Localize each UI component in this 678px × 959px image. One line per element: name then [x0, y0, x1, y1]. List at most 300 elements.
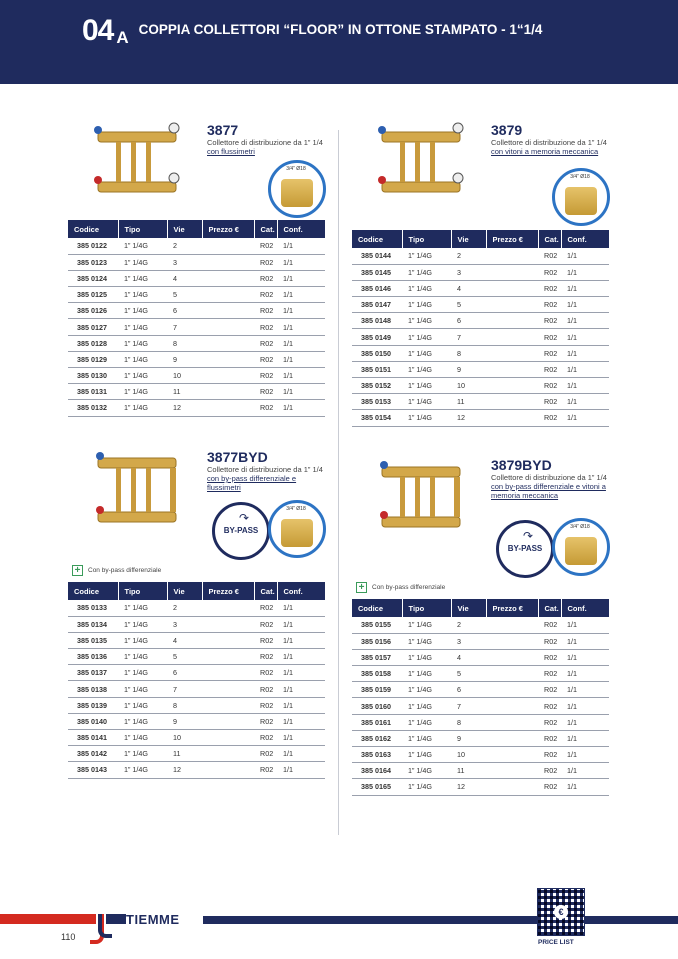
table-cell — [486, 617, 538, 633]
table-cell: 6 — [167, 665, 202, 681]
table-cell: R02 — [538, 313, 561, 329]
table-cell: R02 — [254, 649, 277, 665]
page-title: COPPIA COLLETTORI “FLOOR” IN OTTONE STAMPATO - 1“1/4 — [138, 22, 543, 37]
table-cell: 1” 1/4G — [118, 762, 167, 778]
table-cell: 385 0126 — [68, 303, 118, 319]
table-cell: 1” 1/4G — [402, 763, 451, 779]
table-row — [352, 394, 609, 410]
table-cell — [202, 649, 254, 665]
table-cell: 385 0123 — [68, 254, 118, 270]
table-cell: 385 0158 — [352, 666, 402, 682]
table-cell: 1” 1/4G — [118, 746, 167, 762]
table-row — [352, 313, 609, 329]
table-cell — [202, 616, 254, 632]
product-desc-3877byd — [207, 465, 327, 492]
table-cell: 385 0143 — [68, 762, 118, 778]
table-row — [352, 280, 609, 296]
table-cell: 385 0124 — [68, 270, 118, 286]
desc-text: Collettore di distribuzione da 1” 1/4 — [491, 138, 607, 147]
col-header: Vie — [451, 599, 486, 617]
table-cell — [202, 287, 254, 303]
table-cell: 385 0144 — [352, 248, 402, 264]
brand-logo: TIEMME — [126, 912, 180, 927]
table-cell: 1/1 — [277, 400, 325, 416]
fitting-icon — [281, 519, 313, 547]
table-row — [352, 410, 609, 426]
table-cell: 385 0130 — [68, 368, 118, 384]
table-cell: 1/1 — [277, 270, 325, 286]
product-desc-3879byd — [491, 473, 611, 500]
table-cell: 1/1 — [561, 378, 609, 394]
table-row — [352, 361, 609, 377]
table-cell: R02 — [254, 238, 277, 254]
column-divider — [338, 130, 339, 835]
table-cell: 1/1 — [277, 600, 325, 616]
col-header: Codice — [352, 230, 402, 248]
bypass-badge-3877byd — [212, 502, 270, 560]
table-cell: R02 — [254, 384, 277, 400]
table-cell: 385 0145 — [352, 264, 402, 280]
table-cell: R02 — [538, 410, 561, 426]
note-3879byd — [356, 582, 445, 593]
table-cell: 1” 1/4G — [118, 697, 167, 713]
table-cell: R02 — [538, 297, 561, 313]
table-cell: 11 — [167, 384, 202, 400]
table-cell: 385 0155 — [352, 617, 402, 633]
table-cell: R02 — [254, 632, 277, 648]
bypass-label: BY-PASS — [507, 544, 543, 553]
table-row — [352, 378, 609, 394]
product-desc-3877 — [207, 138, 327, 156]
plus-icon: + — [72, 565, 83, 576]
table-cell: 1” 1/4G — [118, 351, 167, 367]
col-header: Tipo — [118, 582, 167, 600]
table-cell — [202, 746, 254, 762]
table-cell: 1/1 — [561, 345, 609, 361]
table-cell: R02 — [538, 666, 561, 682]
table-cell: R02 — [538, 682, 561, 698]
table-cell: 1/1 — [561, 682, 609, 698]
table-row — [68, 713, 325, 729]
table-cell: 1” 1/4G — [118, 270, 167, 286]
connection-label: 3/4” Ø18 — [286, 506, 306, 512]
table-cell: 8 — [451, 714, 486, 730]
table-cell: 1” 1/4G — [118, 730, 167, 746]
table-cell: 1” 1/4G — [402, 730, 451, 746]
desc-link[interactable]: con by-pass differenziale e flussimetri — [207, 474, 297, 492]
table-cell: 2 — [167, 238, 202, 254]
table-cell — [486, 248, 538, 264]
connection-label: 3/4” Ø18 — [570, 524, 590, 530]
table-cell: 385 0128 — [68, 335, 118, 351]
product-code-3877byd: 3877BYD — [207, 449, 268, 465]
table-cell: 1/1 — [277, 746, 325, 762]
table-row — [352, 698, 609, 714]
table-cell — [202, 713, 254, 729]
table-cell — [486, 698, 538, 714]
table-row — [68, 681, 325, 697]
footer-blue-bar — [203, 916, 678, 924]
table-cell — [202, 303, 254, 319]
table-row — [352, 264, 609, 280]
table-cell: 1” 1/4G — [402, 747, 451, 763]
table-cell: 1” 1/4G — [402, 345, 451, 361]
col-header: Conf. — [561, 599, 609, 617]
table-row — [68, 270, 325, 286]
table-cell: R02 — [538, 361, 561, 377]
fitting-icon — [565, 187, 597, 215]
table-cell: 385 0150 — [352, 345, 402, 361]
table-cell: 1/1 — [277, 632, 325, 648]
table-cell: 3 — [451, 264, 486, 280]
table-cell: 1/1 — [561, 297, 609, 313]
col-header: Vie — [167, 220, 202, 238]
table-cell: 385 0125 — [68, 287, 118, 303]
table-cell: 1” 1/4G — [118, 368, 167, 384]
table-cell: R02 — [254, 303, 277, 319]
table-cell: 1” 1/4G — [118, 632, 167, 648]
table-cell: 7 — [451, 329, 486, 345]
table-cell: 385 0149 — [352, 329, 402, 345]
col-header: Cat. — [254, 582, 277, 600]
col-header: Prezzo € — [202, 582, 254, 600]
table-cell: 1/1 — [561, 394, 609, 410]
table-row — [352, 714, 609, 730]
table-cell: 385 0153 — [352, 394, 402, 410]
table-cell: R02 — [538, 714, 561, 730]
table-cell: 1/1 — [561, 280, 609, 296]
table-cell: 385 0156 — [352, 633, 402, 649]
table-row — [68, 746, 325, 762]
table-cell: R02 — [538, 633, 561, 649]
table-cell: R02 — [538, 394, 561, 410]
table-cell — [486, 763, 538, 779]
table-row — [68, 368, 325, 384]
table-cell: 1/1 — [277, 351, 325, 367]
table-cell: R02 — [254, 730, 277, 746]
table-cell: 10 — [167, 730, 202, 746]
table-cell: 1/1 — [277, 730, 325, 746]
table-cell: R02 — [254, 287, 277, 303]
table-cell: 385 0164 — [352, 763, 402, 779]
table-cell: 1/1 — [561, 329, 609, 345]
table-cell: 6 — [451, 682, 486, 698]
table-row — [352, 666, 609, 682]
product-code-3877: 3877 — [207, 122, 239, 138]
table-cell: 1” 1/4G — [402, 361, 451, 377]
product-desc-3879 — [491, 138, 611, 156]
col-header: Prezzo € — [202, 220, 254, 238]
table-cell: 9 — [167, 713, 202, 729]
price-list-label: PRICE LIST — [538, 939, 574, 946]
qr-code[interactable] — [537, 888, 585, 936]
table-cell: 385 0140 — [68, 713, 118, 729]
table-cell: 12 — [167, 400, 202, 416]
table-row — [68, 762, 325, 778]
table-cell: 385 0133 — [68, 600, 118, 616]
table-cell: 6 — [451, 313, 486, 329]
table-cell — [486, 394, 538, 410]
table-cell: R02 — [254, 254, 277, 270]
col-header: Tipo — [118, 220, 167, 238]
table-cell: 2 — [167, 600, 202, 616]
note-text: Con by-pass differenziale — [88, 567, 162, 574]
table-cell: 385 0147 — [352, 297, 402, 313]
bypass-arrow-icon: ↷ — [523, 529, 534, 543]
table-cell — [202, 665, 254, 681]
footer-red-bar — [0, 914, 96, 924]
manifold-3879-photo — [370, 120, 472, 205]
manifold-3877byd-photo — [90, 448, 190, 536]
table-row — [352, 345, 609, 361]
table-row — [68, 632, 325, 648]
table-cell: R02 — [254, 616, 277, 632]
table-cell: 3 — [167, 616, 202, 632]
table-cell: R02 — [538, 248, 561, 264]
table-cell: 1/1 — [277, 254, 325, 270]
section-number: 04 — [82, 14, 114, 47]
table-cell: 1/1 — [561, 264, 609, 280]
desc-link[interactable]: con flussimetri — [207, 147, 255, 156]
table-cell: 1” 1/4G — [402, 714, 451, 730]
table-cell: 1/1 — [277, 713, 325, 729]
table-cell — [486, 264, 538, 280]
table-cell: 1/1 — [277, 697, 325, 713]
table-cell: R02 — [538, 649, 561, 665]
table-cell — [202, 270, 254, 286]
table-cell: 1/1 — [561, 361, 609, 377]
table-cell: 1” 1/4G — [402, 410, 451, 426]
table-cell: 6 — [167, 303, 202, 319]
table-cell: 385 0131 — [68, 384, 118, 400]
table-cell — [202, 681, 254, 697]
table-cell — [486, 682, 538, 698]
table-cell: 1” 1/4G — [402, 329, 451, 345]
table-cell: 1” 1/4G — [402, 649, 451, 665]
table-cell: 11 — [451, 394, 486, 410]
table-cell: 1” 1/4G — [402, 378, 451, 394]
table-cell: 1/1 — [561, 763, 609, 779]
table-cell: 1/1 — [277, 335, 325, 351]
table-cell: 1/1 — [277, 238, 325, 254]
page-number: 110 — [61, 932, 76, 942]
table-cell: 1” 1/4G — [402, 313, 451, 329]
table-cell: 1” 1/4G — [118, 713, 167, 729]
table-cell: 1/1 — [561, 666, 609, 682]
table-cell: 11 — [167, 746, 202, 762]
table-cell — [486, 297, 538, 313]
table-cell — [486, 747, 538, 763]
connection-badge-3879 — [552, 168, 610, 226]
table-cell: 2 — [451, 617, 486, 633]
table-cell: R02 — [538, 747, 561, 763]
table-cell — [486, 345, 538, 361]
table-cell: R02 — [254, 319, 277, 335]
table-cell: 1/1 — [277, 649, 325, 665]
table-cell: 1/1 — [277, 616, 325, 632]
table-cell: 385 0160 — [352, 698, 402, 714]
table-cell — [486, 633, 538, 649]
table-cell: 10 — [451, 747, 486, 763]
table-cell: 1” 1/4G — [118, 254, 167, 270]
table-3879byd — [352, 599, 609, 796]
plus-icon: + — [356, 582, 367, 593]
table-cell: 7 — [451, 698, 486, 714]
table-cell — [202, 400, 254, 416]
table-cell: 8 — [167, 335, 202, 351]
table-cell — [486, 329, 538, 345]
table-cell: R02 — [538, 698, 561, 714]
table-3879 — [352, 230, 609, 427]
table-row — [68, 697, 325, 713]
col-header: Cat. — [254, 220, 277, 238]
table-cell — [486, 410, 538, 426]
table-cell: 1” 1/4G — [402, 633, 451, 649]
bypass-badge-3879byd — [496, 520, 554, 578]
table-3877byd — [68, 582, 325, 779]
table-cell — [486, 649, 538, 665]
table-cell: 1/1 — [277, 665, 325, 681]
desc-text: Collettore di distribuzione da 1” 1/4 — [491, 473, 607, 482]
table-cell — [486, 280, 538, 296]
table-cell: 9 — [451, 361, 486, 377]
table-row — [352, 617, 609, 633]
table-cell: R02 — [538, 264, 561, 280]
table-cell — [202, 319, 254, 335]
table-cell: 385 0152 — [352, 378, 402, 394]
table-cell: 10 — [451, 378, 486, 394]
table-cell: 1” 1/4G — [118, 238, 167, 254]
table-cell: 385 0136 — [68, 649, 118, 665]
section-suffix: A — [116, 28, 129, 47]
table-cell: 4 — [167, 632, 202, 648]
table-row — [352, 633, 609, 649]
table-row — [68, 351, 325, 367]
table-cell: 9 — [167, 351, 202, 367]
table-cell: 1” 1/4G — [118, 335, 167, 351]
col-header: Prezzo € — [486, 230, 538, 248]
col-header: Cat. — [538, 230, 561, 248]
connection-badge-3877 — [268, 160, 326, 218]
table-cell: 5 — [167, 287, 202, 303]
table-cell: R02 — [254, 600, 277, 616]
table-cell: 385 0154 — [352, 410, 402, 426]
table-cell: 1” 1/4G — [118, 319, 167, 335]
table-cell: 7 — [167, 681, 202, 697]
col-header: Codice — [352, 599, 402, 617]
table-cell: 9 — [451, 730, 486, 746]
table-cell — [202, 730, 254, 746]
connection-label: 3/4” Ø18 — [286, 166, 306, 172]
table-row — [68, 319, 325, 335]
table-cell: 1/1 — [561, 649, 609, 665]
table-cell: 385 0139 — [68, 697, 118, 713]
table-cell: 4 — [451, 649, 486, 665]
table-cell: 385 0151 — [352, 361, 402, 377]
table-cell — [202, 762, 254, 778]
note-3877byd — [72, 565, 161, 576]
table-cell: R02 — [254, 762, 277, 778]
table-row — [68, 616, 325, 632]
table-cell — [486, 779, 538, 795]
table-cell: 1/1 — [561, 714, 609, 730]
table-cell: R02 — [254, 713, 277, 729]
table-cell: 385 0159 — [352, 682, 402, 698]
table-3877 — [68, 220, 325, 417]
table-cell: R02 — [538, 779, 561, 795]
bypass-label: BY-PASS — [223, 526, 259, 535]
table-cell: 10 — [167, 368, 202, 384]
table-cell: 1” 1/4G — [402, 280, 451, 296]
table-cell: 1” 1/4G — [118, 400, 167, 416]
footer-blue-stub — [106, 914, 126, 924]
table-cell: R02 — [254, 335, 277, 351]
table-cell — [202, 238, 254, 254]
table-cell: 385 0161 — [352, 714, 402, 730]
table-cell: 385 0146 — [352, 280, 402, 296]
col-header: Codice — [68, 582, 118, 600]
desc-link[interactable]: con vitoni a memoria meccanica — [491, 147, 599, 156]
table-cell: 1/1 — [561, 779, 609, 795]
table-cell: 385 0127 — [68, 319, 118, 335]
table-cell: 12 — [451, 410, 486, 426]
table-cell: 12 — [451, 779, 486, 795]
desc-link[interactable]: con by-pass differenziale e vitoni a memoria meccanica — [491, 482, 606, 500]
table-cell: R02 — [254, 270, 277, 286]
table-cell — [202, 368, 254, 384]
table-row — [352, 682, 609, 698]
col-header: Conf. — [561, 230, 609, 248]
table-cell — [202, 384, 254, 400]
table-row — [352, 763, 609, 779]
table-cell: 1” 1/4G — [118, 616, 167, 632]
table-cell: R02 — [538, 763, 561, 779]
table-row — [68, 400, 325, 416]
fitting-icon — [565, 537, 597, 565]
table-cell: 8 — [167, 697, 202, 713]
table-cell: 385 0142 — [68, 746, 118, 762]
table-cell: 1” 1/4G — [402, 779, 451, 795]
table-row — [68, 254, 325, 270]
table-cell: 1/1 — [561, 617, 609, 633]
table-cell: R02 — [254, 746, 277, 762]
table-cell: 1” 1/4G — [402, 248, 451, 264]
table-cell: 1” 1/4G — [118, 649, 167, 665]
table-cell: R02 — [538, 345, 561, 361]
table-cell: 1” 1/4G — [118, 303, 167, 319]
page-header — [0, 0, 678, 84]
table-cell: 1” 1/4G — [118, 665, 167, 681]
table-cell: 4 — [167, 270, 202, 286]
product-code-3879: 3879 — [491, 122, 523, 138]
table-cell: 385 0122 — [68, 238, 118, 254]
col-header: Vie — [451, 230, 486, 248]
table-cell: 1” 1/4G — [402, 666, 451, 682]
table-row — [352, 248, 609, 264]
table-row — [352, 649, 609, 665]
table-cell: 5 — [167, 649, 202, 665]
table-cell: R02 — [538, 730, 561, 746]
table-cell: 4 — [451, 280, 486, 296]
table-cell: 385 0148 — [352, 313, 402, 329]
table-cell: 1” 1/4G — [118, 384, 167, 400]
table-cell — [486, 361, 538, 377]
desc-text: Collettore di distribuzione da 1” 1/4 — [207, 138, 323, 147]
table-row — [68, 335, 325, 351]
table-cell: 1/1 — [561, 698, 609, 714]
table-cell: R02 — [538, 280, 561, 296]
table-cell — [202, 632, 254, 648]
